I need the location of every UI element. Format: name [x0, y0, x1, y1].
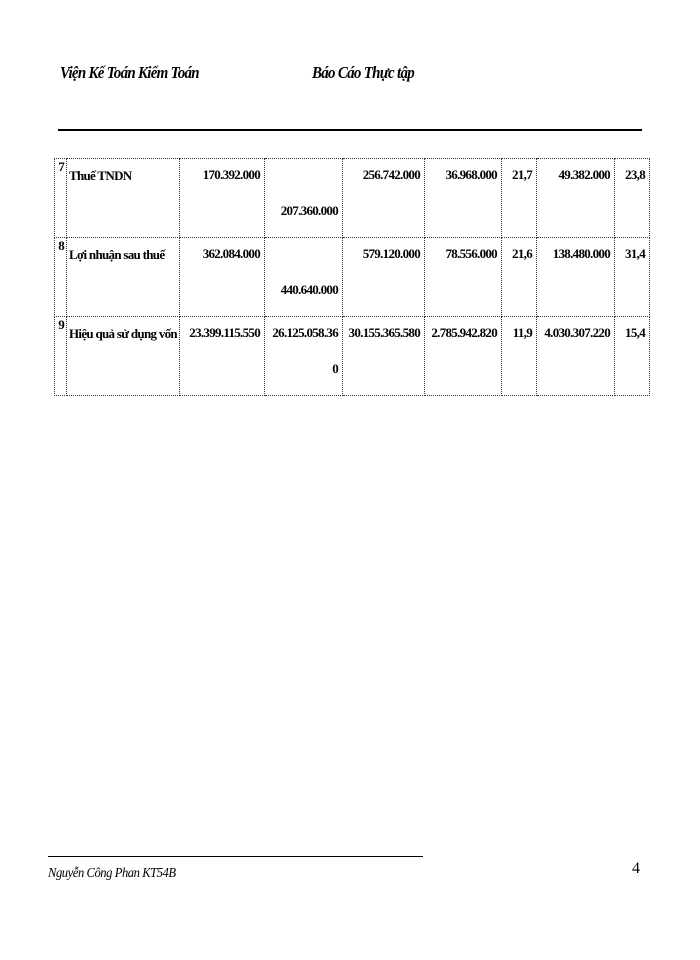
- row-number: 7: [55, 159, 67, 238]
- cell-value: 36.968.000: [445, 167, 497, 182]
- cell-value: 26.125.058.36: [272, 325, 338, 340]
- row-label-text: Hiệu quả sử dụng vốn: [69, 326, 177, 341]
- row-label-text: Thuế TNDN: [69, 168, 132, 183]
- row-label: [67, 159, 180, 238]
- financial-table: [54, 158, 650, 396]
- cell-value: 0: [332, 361, 338, 376]
- cell-value: 440.640.000: [280, 282, 338, 297]
- cell-value: 21,7: [512, 167, 532, 182]
- cell-value: 15,4: [625, 325, 645, 340]
- footer-author: Nguyễn Công Phan KT54B: [48, 866, 176, 881]
- page-number: 4: [632, 860, 640, 877]
- row-number: 9: [55, 317, 67, 396]
- row-label: [67, 317, 180, 396]
- cell-value: 30.155.365.580: [348, 325, 420, 340]
- cell-value: 49.382.000: [558, 167, 610, 182]
- cell-value: 138.480.000: [552, 246, 610, 261]
- header-report-title: Báo Cáo Thực tập: [312, 63, 415, 82]
- table-row: [55, 238, 650, 317]
- cell-value: 11,9: [512, 325, 532, 340]
- cell-value: 170.392.000: [202, 167, 260, 182]
- row-number: 8: [55, 238, 67, 317]
- cell-value: 207.360.000: [280, 203, 338, 218]
- row-label: [67, 238, 180, 317]
- footer-divider: [48, 856, 423, 857]
- cell-value: 4.030.307.220: [544, 325, 610, 340]
- cell-value: 362.084.000: [202, 246, 260, 261]
- table-row: [55, 317, 650, 396]
- cell-value: 31,4: [625, 246, 645, 261]
- cell-value: 23,8: [625, 167, 645, 182]
- header-institute: Viện Kế Toán Kiểm Toán: [60, 63, 199, 82]
- row-label-text: Lợi nhuận sau thuế: [69, 247, 165, 262]
- cell-value: 256.742.000: [362, 167, 420, 182]
- table-row: [55, 159, 650, 238]
- cell-value: 21,6: [512, 246, 532, 261]
- header-divider: [58, 129, 642, 131]
- cell-value: 2.785.942.820: [431, 325, 497, 340]
- cell-value: 78.556.000: [445, 246, 497, 261]
- cell-value: 579.120.000: [362, 246, 420, 261]
- cell-value: 23.399.115.550: [189, 325, 260, 340]
